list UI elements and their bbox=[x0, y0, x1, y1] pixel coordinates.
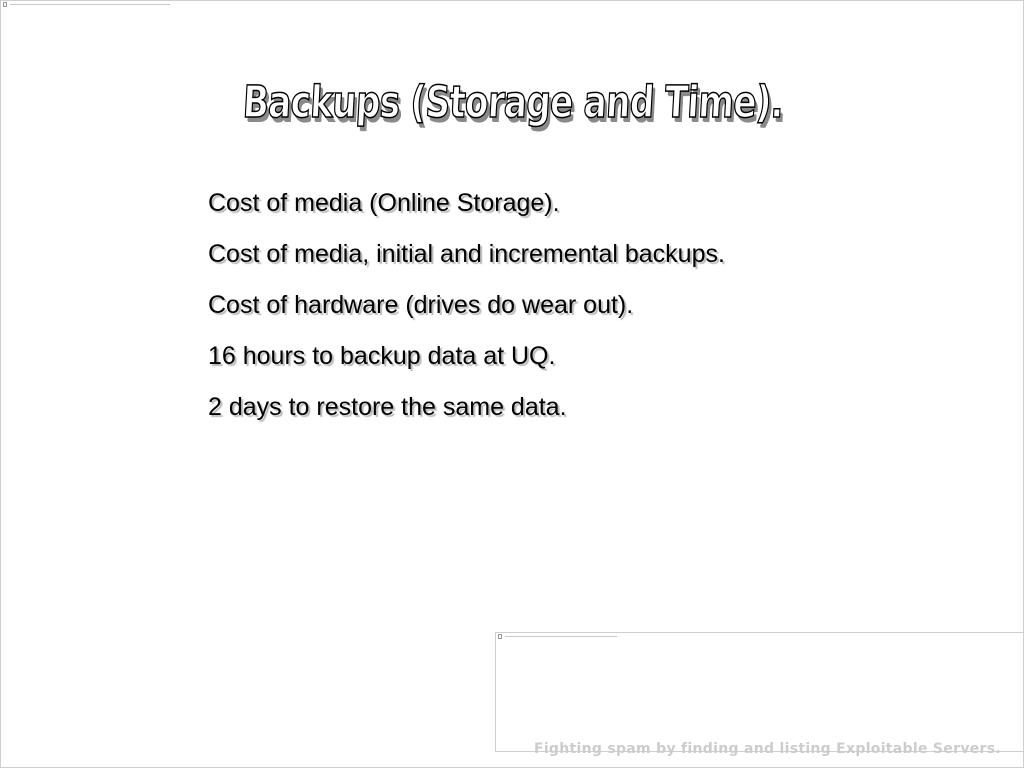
bullet-list bbox=[208, 184, 725, 439]
bullet-item: Cost of hardware (drives do wear out). bbox=[208, 291, 634, 319]
slide-title: Backups (Storage and Time). bbox=[241, 77, 785, 128]
broken-image-icon bbox=[498, 634, 502, 639]
bullet-item: Cost of media, initial and incremental backups. bbox=[208, 240, 725, 268]
broken-image-placeholder-bottom bbox=[495, 632, 1024, 752]
bullet-item: Cost of media (Online Storage). bbox=[208, 189, 560, 217]
bullet-item: 16 hours to backup data at UQ. bbox=[208, 342, 556, 370]
slide-footer: Fighting spam by finding and listing Exploitable Servers. bbox=[533, 741, 1001, 757]
broken-image-icon bbox=[3, 2, 7, 7]
placeholder-caption-line bbox=[505, 636, 617, 637]
placeholder-caption-line bbox=[10, 4, 170, 5]
broken-image-placeholder-top bbox=[3, 2, 183, 10]
bullet-item: 2 days to restore the same data. bbox=[208, 393, 567, 421]
